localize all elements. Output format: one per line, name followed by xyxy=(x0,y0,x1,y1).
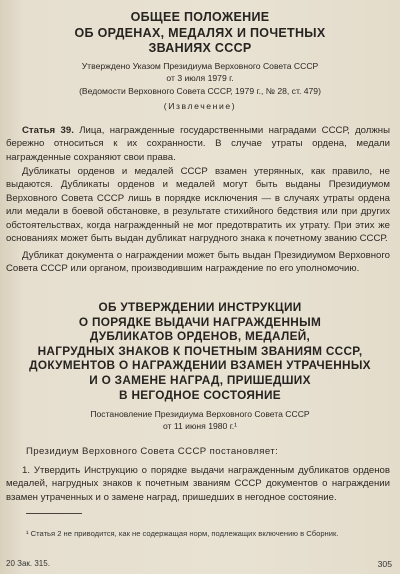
decree-intro: Президиум Верховного Совета СССР постановляет: xyxy=(26,446,279,457)
doc1-approved-line2: от 3 июля 1979 г. xyxy=(166,72,234,83)
doc1-title-line2: ОБ ОРДЕНАХ, МЕДАЛЯХ И ПОЧЕТНЫХ xyxy=(74,25,326,40)
footnote-rule xyxy=(26,513,82,514)
doc1-title-line1: ОБЩЕЕ ПОЛОЖЕНИЕ xyxy=(130,10,270,24)
doc2-title-line1: ОБ УТВЕРЖДЕНИИ ИНСТРУКЦИИ xyxy=(98,300,302,314)
doc1-approval xyxy=(0,61,400,84)
doc2-decree-line2: от 11 июня 1980 г.¹ xyxy=(162,420,238,431)
footnote: ¹ Статья 2 не приводится, как не содержащая норм, подлежащих включению в Сборник. xyxy=(26,529,339,538)
doc2-title-line4: НАГРУДНЫХ ЗНАКОВ К ПОЧЕТНЫМ ЗВАНИЯМ СССР, xyxy=(37,343,363,358)
doc1-approved-line1: Утверждено Указом Президиума Верховного Совета СССР xyxy=(81,61,319,71)
doc2-title-line6: И О ЗАМЕНЕ НАГРАД, ПРИШЕДШИХ xyxy=(89,372,311,387)
duplicates-paragraph: Дубликаты орденов и медалей СССР взамен утерянных, как правило, не выдаются. Дубликаты орденов и медалей могут быть выданы Президиумом Верховного Совета СССР лишь в порядке исключения — в случаях утраты ордена или медали в боевой обстановке, в результате стихийного бедствия или при других обстоятельствах, когда награжденный не мог предотвратить их утрату. При этих же основаниях может быть выдан дубликат нагрудного знака к почетному званию СССР. xyxy=(6,166,390,245)
doc2-title-line2: О ПОРЯДКЕ ВЫДАЧИ НАГРАЖДЕННЫМ xyxy=(78,314,322,329)
article-39-paragraph xyxy=(6,124,390,164)
page-number: 305 xyxy=(377,559,392,569)
print-mark: 20 Зак. 315. xyxy=(6,559,50,568)
doc1-title-line3: ЗВАНИЯХ СССР xyxy=(148,41,252,55)
article-39-text: Лица, награжденные государственными наградами СССР, должны бережно относиться к их сохранности. В случае утраты ордена, медали награжденные сохраняют свои права. xyxy=(6,125,390,163)
doc1-title xyxy=(0,10,400,57)
doc1-excerpt: (Извлечение) xyxy=(163,101,237,111)
doc2-decree-line1: Постановление Президиума Верховного Совета СССР xyxy=(90,409,310,419)
decree-item-1: 1. Утвердить Инструкцию о порядке выдачи награжденным дубликатов орденов медалей, нагрудных знаков к почетным званиям СССР документов о награждении взамен утраченных и о замене наград, пришедших в негодное состояние. xyxy=(6,465,390,503)
doc2-title-line3: ДУБЛИКАТОВ ОРДЕНОВ, МЕДАЛЕЙ, xyxy=(89,329,311,344)
doc1-source: (Ведомости Верховного Совета СССР, 1979 г., № 28, ст. 479) xyxy=(79,86,321,96)
doc2-title xyxy=(0,300,400,402)
doc2-decree xyxy=(0,409,400,432)
document-duplicate-paragraph: Дубликат документа о награждении может быть выдан Президиумом Верховного Совета СССР или органом, производившим награждение по его уполномочию. xyxy=(6,250,390,275)
article-39-label: Статья 39. xyxy=(22,125,74,136)
doc2-title-line5: ДОКУМЕНТОВ О НАГРАЖДЕНИИ ВЗАМЕН УТРАЧЕННЫХ xyxy=(29,358,371,373)
doc2-title-line7: В НЕГОДНОЕ СОСТОЯНИЕ xyxy=(119,387,281,402)
